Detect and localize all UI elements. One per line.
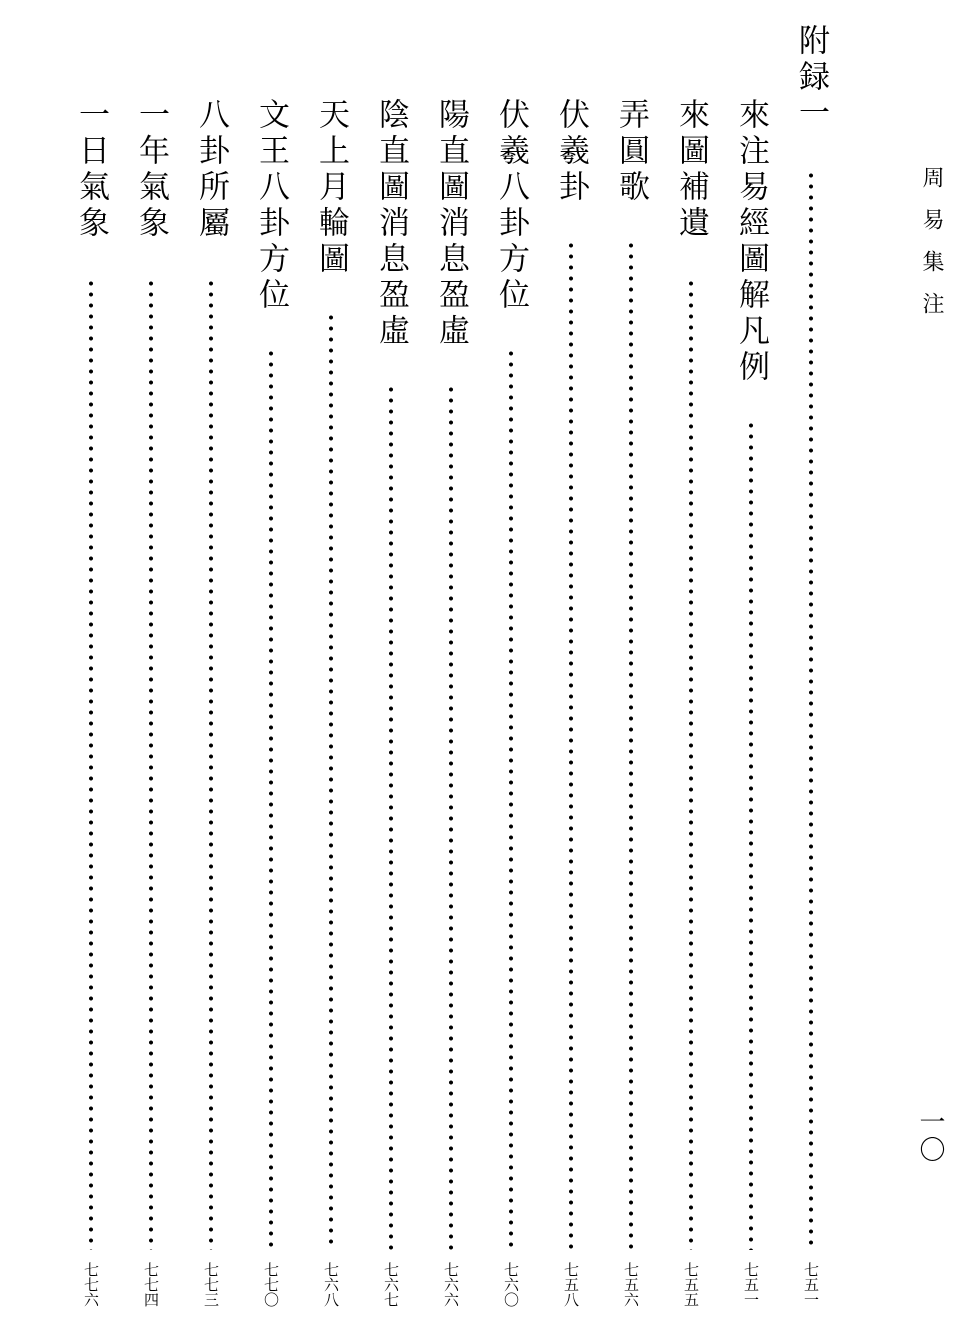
toc-entry-title: 附録一 (793, 24, 829, 132)
toc-entry (311, 0, 351, 1331)
dot-leader (568, 240, 574, 1250)
dot-leader (148, 278, 154, 1250)
toc-entry-title: 天上月輪圖 (313, 98, 349, 278)
toc-entry-title: 一年氣象 (133, 98, 169, 242)
dot-leader (388, 384, 394, 1250)
dot-leader (688, 278, 694, 1250)
toc-entry (131, 0, 171, 1331)
toc-entry-page: 七五六 (622, 1262, 640, 1307)
toc-entry-title: 一日氣象 (73, 98, 109, 242)
toc-entry (371, 0, 411, 1331)
toc-entry-page: 七六八 (322, 1262, 340, 1307)
toc-entry-page: 七六〇 (502, 1262, 520, 1307)
toc-entry-title: 陰直圖消息盈虛 (373, 98, 409, 350)
toc-entry-page: 七七四 (142, 1262, 160, 1307)
dot-leader (268, 348, 274, 1250)
running-head-book-title: 周易集注 (919, 166, 944, 334)
toc-entry (191, 0, 231, 1331)
toc-entry-page: 七五一 (742, 1262, 760, 1307)
toc-entry-page: 七七〇 (262, 1262, 280, 1307)
toc-entry (491, 0, 531, 1331)
toc-entry (71, 0, 111, 1331)
toc-entry-title: 來注易經圖解凡例 (733, 98, 769, 386)
dot-leader (448, 384, 454, 1250)
toc-entry-page: 七五八 (562, 1262, 580, 1307)
toc-entry-page: 七七六 (82, 1262, 100, 1307)
dot-leader (88, 278, 94, 1250)
toc-entry (431, 0, 471, 1331)
toc-entry-title: 來圖補遺 (673, 98, 709, 242)
toc-entry-title: 伏羲八卦方位 (493, 98, 529, 314)
dot-leader (748, 420, 754, 1250)
toc-entry-title: 陽直圖消息盈虛 (433, 98, 469, 350)
toc-entry-page: 七六六 (442, 1262, 460, 1307)
toc-entry (791, 0, 831, 1331)
toc-entry-title: 弄圓歌 (613, 98, 649, 206)
toc-entry (611, 0, 651, 1331)
toc-entry-title: 伏羲卦 (553, 98, 589, 206)
dot-leader (328, 312, 334, 1250)
toc-entry (251, 0, 291, 1331)
toc-entry (551, 0, 591, 1331)
toc-entry (671, 0, 711, 1331)
dot-leader (208, 278, 214, 1250)
toc-entry-page: 七五一 (802, 1262, 820, 1307)
toc-entry-page: 七五五 (682, 1262, 700, 1307)
dot-leader (508, 348, 514, 1250)
folio-page-number: 一〇 (915, 1108, 945, 1164)
toc-entry-page: 七七三 (202, 1262, 220, 1307)
dot-leader (808, 170, 814, 1250)
dot-leader (628, 240, 634, 1250)
toc-entry (731, 0, 771, 1331)
toc-entry-page: 七六七 (382, 1262, 400, 1307)
toc-entry-title: 八卦所屬 (193, 98, 229, 242)
toc-entry-title: 文王八卦方位 (253, 98, 289, 314)
